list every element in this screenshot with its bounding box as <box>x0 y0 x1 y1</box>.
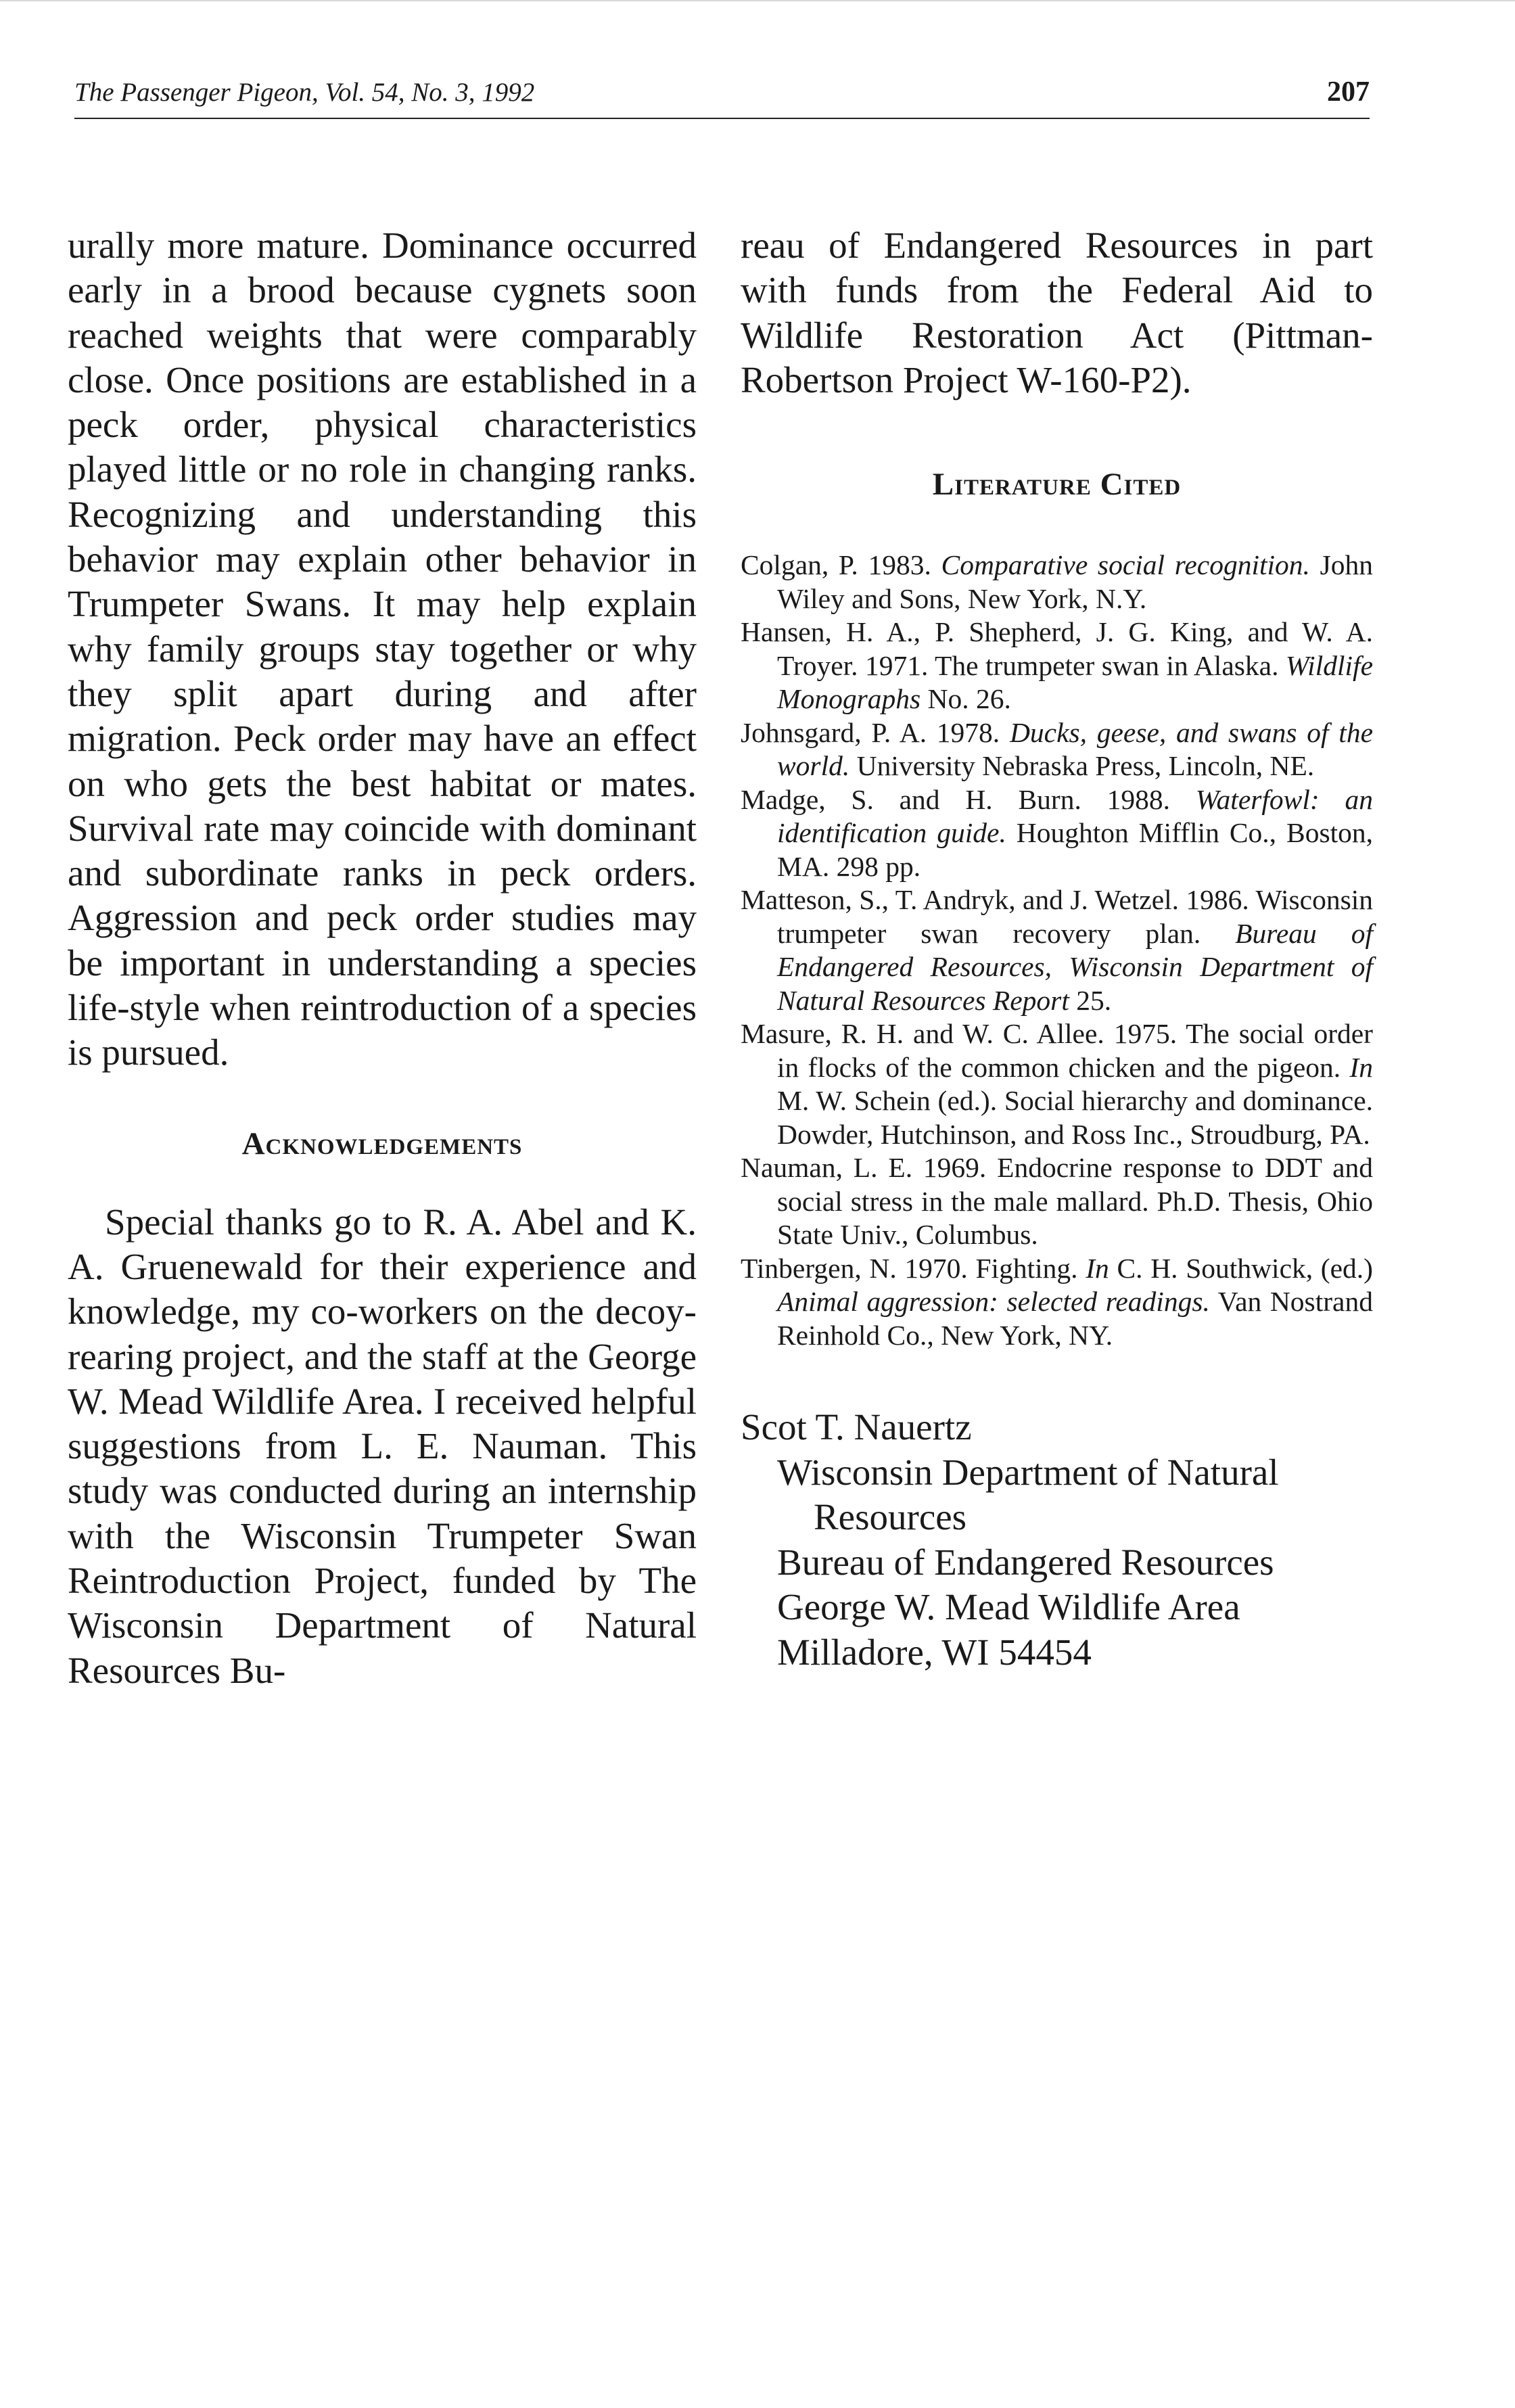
right-column <box>741 223 1373 1675</box>
affiliation-line: George W. Mead Wildlife Area <box>777 1586 1240 1628</box>
running-head: The Passenger Pigeon, Vol. 54, No. 3, 1992 <box>74 78 535 107</box>
reference-item: Colgan, P. 1983. Comparative social recognition. John Wiley and Sons, New York, N.Y. <box>741 549 1373 614</box>
discussion-paragraph: urally more mature. Dominance occurred early in a brood because cygnets soon reached weights that were comparably close. Once positions are established in a peck order, physical characteristics played little or no role in changing ranks. Recognizing and understanding this behavior may explain other behavior in Trumpeter Swans. It may help explain why family groups stay together or why they split apart during and after migration. Peck order may have an effect on who gets the best habitat or mates. Survival rate may coincide with dominant and subordinate ranks in peck orders. Aggression and peck order studies may be important in understanding a species life-style when reintroduction of a species is pursued. <box>68 225 697 1073</box>
author-block <box>741 1405 1373 1675</box>
affiliation-line: Bureau of Endangered Resources <box>777 1541 1274 1583</box>
reference-item: Matteson, S., T. Andryk, and J. Wetzel. 1986. Wisconsin trumpeter swan recovery plan. Bureau of Endangered Resources, Wisconsin Department of Natural Resources Report 25. <box>741 884 1373 1016</box>
acknowledgements-heading: Acknowledgements <box>241 1126 523 1161</box>
reference-item: Nauman, L. E. 1969. Endocrine response to DDT and social stress in the male mallard. Ph.D. Thesis, Ohio State Univ., Columbus. <box>741 1152 1373 1251</box>
reference-item: Tinbergen, N. 1970. Fighting. In C. H. Southwick, (ed.) Animal aggression: selected readings. Van Nostrand Reinhold Co., New York, NY. <box>741 1252 1373 1351</box>
affiliation-line: Wisconsin Department of Natural Resources <box>777 1451 1279 1538</box>
page-number: 207 <box>1327 76 1370 108</box>
acknowledgements-continuation: reau of Endangered Resources in part with funds from the Federal Aid to Wildlife Restoration Act (Pittman-Robertson Project W-160-P2). <box>741 225 1373 400</box>
page-header <box>74 76 1370 119</box>
reference-item: Masure, R. H. and W. C. Allee. 1975. The social order in flocks of the common chicken and the pigeon. In M. W. Schein (ed.). Social hierarchy and dominance. Dowder, Hutchinson, and Ross Inc., Stroudburg, PA. <box>741 1018 1373 1150</box>
left-column <box>68 223 697 1693</box>
page-top-edge <box>0 0 1515 1</box>
author-name: Scot T. Nauertz <box>741 1406 972 1448</box>
acknowledgements-paragraph: Special thanks go to R. A. Abel and K. A. Gruenewald for their experience and knowledge, my co-workers on the decoy-rearing project, and the staff at the George W. Mead Wildlife Area. I received helpful suggestions from L. E. Nauman. This study was conducted during an internship with the Wisconsin Trumpeter Swan Reintroduction Project, funded by The Wisconsin Department of Natural Resources Bu- <box>68 1201 697 1691</box>
reference-item: Hansen, H. A., P. Shepherd, J. G. King, and W. A. Troyer. 1971. The trumpeter swan in Alaska. Wildlife Monographs No. 26. <box>741 616 1373 715</box>
reference-item: Madge, S. and H. Burn. 1988. Waterfowl: an identification guide. Houghton Mifflin Co., Boston, MA. 298 pp. <box>741 783 1374 882</box>
reference-item: Johnsgard, P. A. 1978. Ducks, geese, and swans of the world. University Nebraska Press, Lincoln, NE. <box>741 716 1373 782</box>
reference-list <box>741 549 1373 1352</box>
affiliation-line: Milladore, WI 54454 <box>777 1631 1092 1673</box>
literature-cited-heading: Literature Cited <box>932 467 1182 503</box>
